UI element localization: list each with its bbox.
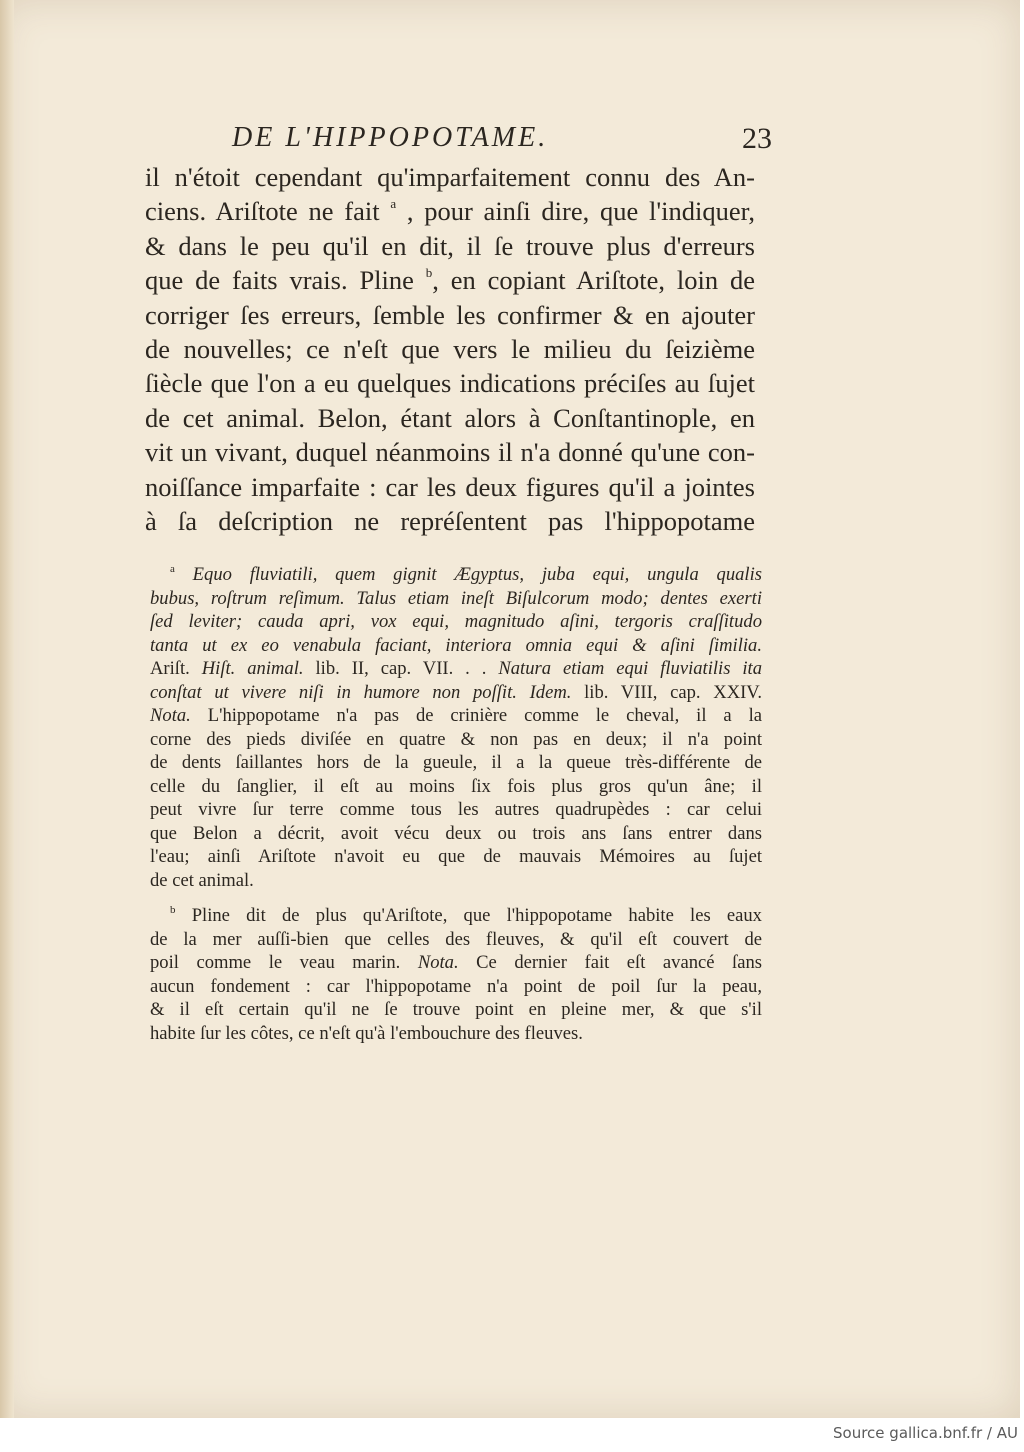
page-binding-edge bbox=[0, 0, 14, 1418]
footnote-line: & il eſt certain qu'il ne ſe trouve point en pleine mer, & que s'il bbox=[150, 999, 762, 1020]
main-text bbox=[145, 160, 755, 538]
footnote-line: aucun fondement : car l'hippopotame n'a point de poil ſur la peau, bbox=[150, 975, 762, 997]
text-line: corriger ſes erreurs, ſemble les confirmer & en ajouter bbox=[145, 299, 755, 330]
text-line: ciens. Ariſtote ne fait $^a$ , pour ainſi dire, que l'indiquer, bbox=[145, 196, 755, 227]
text-line: vit un vivant, duquel néanmoins il n'a donné qu'une con- bbox=[145, 437, 755, 468]
footnote-line: corne des pieds diviſée en quatre & non pas en deux; il n'a point bbox=[150, 728, 762, 750]
footnote-line: de la mer auſſi-bien que celles des fleuves, & qu'il eſt couvert de bbox=[150, 928, 762, 950]
footnote-line: Ariſt. Hiſt. animal. lib. II, cap. VII. . . Natura etiam equi fluviatilis ita bbox=[150, 658, 763, 679]
footnote-line: $^b$ Pline dit de plus qu'Ariſtote, que l'hippopotame habite les eaux bbox=[170, 904, 762, 926]
footnote-line: tanta ut ex eo venabula faciant, interiora omnia equi & aſini ſimilia. bbox=[150, 634, 762, 656]
text-line: de cet animal. Belon, étant alors à Conſtantinople, en bbox=[145, 402, 755, 433]
footnote-marker: b bbox=[170, 904, 176, 916]
footnote-line: habite ſur les côtes, ce n'eſt qu'à l'embouchure des fleuves. bbox=[150, 1022, 583, 1044]
footnote-line: que Belon a décrit, avoit vécu deux ou trois ans ſans entrer dans bbox=[150, 822, 762, 844]
footnote-ref-a[interactable]: a bbox=[390, 196, 397, 212]
text-line: de nouvelles; ce n'eſt que vers le milieu du ſeizième bbox=[145, 333, 755, 364]
running-head bbox=[232, 118, 772, 158]
text-line: à ſa deſcription ne repréſentent pas l'hippopotame bbox=[145, 505, 755, 536]
footnote-line: poil comme le veau marin. Nota. Ce dernier fait eſt avancé ſans bbox=[150, 952, 762, 973]
footnote-line: de dents ſaillantes hors de la gueule, il a la queue très-différente de bbox=[150, 752, 762, 773]
text-line: & dans le peu qu'il en dit, il ſe trouve plus d'erreurs bbox=[145, 230, 755, 261]
footnotes bbox=[150, 563, 762, 1045]
text-line: que de faits vrais. Pline $^b$, en copiant Ariſtote, loin de bbox=[145, 265, 755, 296]
footnote-marker: a bbox=[170, 563, 175, 575]
text-line: ſiècle que l'on a eu quelques indications préciſes au ſujet bbox=[145, 368, 755, 399]
page-number: 23 bbox=[742, 122, 772, 155]
text-line: noiſſance imparfaite : car les deux figures qu'il a jointes bbox=[145, 471, 755, 502]
footnote-line: bubus, roſtrum reſimum. Talus etiam ineſt Biſulcorum modo; dentes exerti bbox=[150, 587, 762, 609]
footnote-ref-b[interactable]: b bbox=[425, 265, 433, 281]
footnote-line: celle du ſanglier, il eſt au moins ſix fois plus gros qu'un âne; il bbox=[150, 775, 762, 797]
source-credit[interactable]: Source gallica.bnf.fr / AU bbox=[833, 1424, 1018, 1442]
footnote-line: l'eau; ainſi Ariſtote n'avoit eu que de mauvais Mémoires au ſujet bbox=[150, 846, 762, 867]
footnote-line: $^a$ Equo fluviatili, quem gignit Ægyptus, juba equi, ungula qualis bbox=[170, 563, 762, 585]
running-title: DE L'HIPPOPOTAME. bbox=[232, 122, 549, 153]
footnote-line: de cet animal. bbox=[150, 869, 254, 891]
footnote-line: conſtat ut vivere niſi in humore non poſſit. Idem. lib. VIII, cap. XXIV. bbox=[150, 681, 762, 703]
footnote-line: ſed leviter; cauda apri, vox equi, magnitudo aſini, tergoris craſſitudo bbox=[150, 611, 762, 632]
footnote-line: peut vivre ſur terre comme tous les autres quadrupèdes : car celui bbox=[150, 799, 762, 820]
footnote-line: Nota. L'hippopotame n'a pas de crinière comme le cheval, il a la bbox=[150, 705, 762, 726]
footnote-b bbox=[150, 904, 762, 1045]
footnote-a bbox=[150, 563, 762, 892]
text-line: il n'étoit cependant qu'imparfaitement connu des An- bbox=[145, 162, 755, 192]
